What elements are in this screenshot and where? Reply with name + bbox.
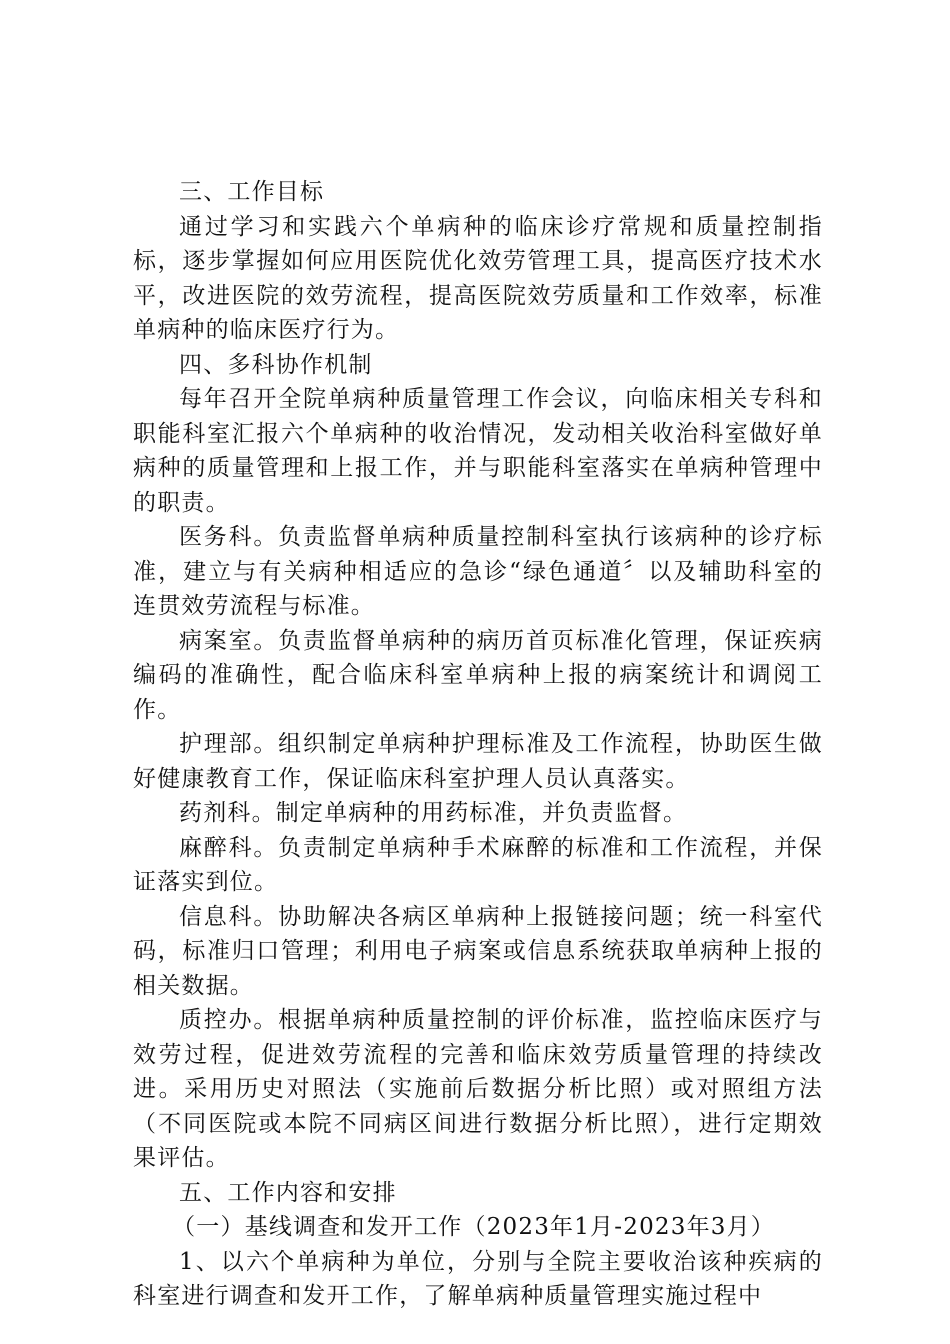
section-heading-work-goals: 三、工作目标 [179,179,325,205]
paragraph-medical-affairs: 医务科。负责监督单病种质量控制科室执行该病种的诊疗标准，建立与有关病种相适应的急诊“绿色通道〞以及辅助科室的连贯效劳流程与标准。 [133,524,823,619]
section-heading-collaboration: 四、多科协作机制 [179,351,373,378]
section-heading-work-content: 五、工作内容和安排 [179,1179,397,1206]
paragraph-annual-meeting: 每年召开全院单病种质量管理工作会议，向临床相关专科和职能科室汇报六个单病种的收治情况，发动相关收治科室做好单病种的质量管理和上报工作，并与职能科室落实在单病种管理中的职责。 [133,386,823,516]
paragraph-nursing: 护理部。组织制定单病种护理标准及工作流程，协助医生做好健康教育工作，保证临床科室护理人员认真落实。 [133,731,823,792]
paragraph-item-1: 1、以六个单病种为单位，分别与全院主要收治该种疾病的科室进行调查和发开工作，了解单病种质量管理实施过程中 [133,1248,823,1309]
paragraph-pharmacy: 药剂科。制定单病种的用药标准，并负责监督。 [179,800,688,826]
paragraph-anesthesia: 麻醉科。负责制定单病种手术麻醉的标准和工作流程，并保证落实到位。 [133,834,823,895]
paragraph-medical-records: 病案室。负责监督单病种的病历首页标准化管理，保证疾病编码的准确性，配合临床科室单病种上报的病案统计和调阅工作。 [133,627,823,723]
document-body [133,175,823,1314]
paragraph-quality-control: 质控办。根据单病种质量控制的评价标准，监控临床医疗与效劳过程，促进效劳流程的完善和临床效劳质量管理的持续改进。采用历史对照法（实施前后数据分析比照）或对照组方法（不同医院或本院不同病区间进行数据分析比照），进行定期效果评估。 [133,1007,823,1171]
subsection-heading-baseline: （一）基线调查和发开工作（2023年1月-2023年3月） [172,1214,775,1240]
paragraph-work-goals: 通过学习和实践六个单病种的临床诊疗常规和质量控制指标，逐步掌握如何应用医院优化效劳管理工具，提高医疗技术水平，改进医院的效劳流程，提高医院效劳质量和工作效率，标准单病种的临床医疗行为。 [133,213,823,343]
paragraph-information: 信息科。协助解决各病区单病种上报链接问题；统一科室代码，标准归口管理；利用电子病案或信息系统获取单病种上报的相关数据。 [133,903,823,999]
